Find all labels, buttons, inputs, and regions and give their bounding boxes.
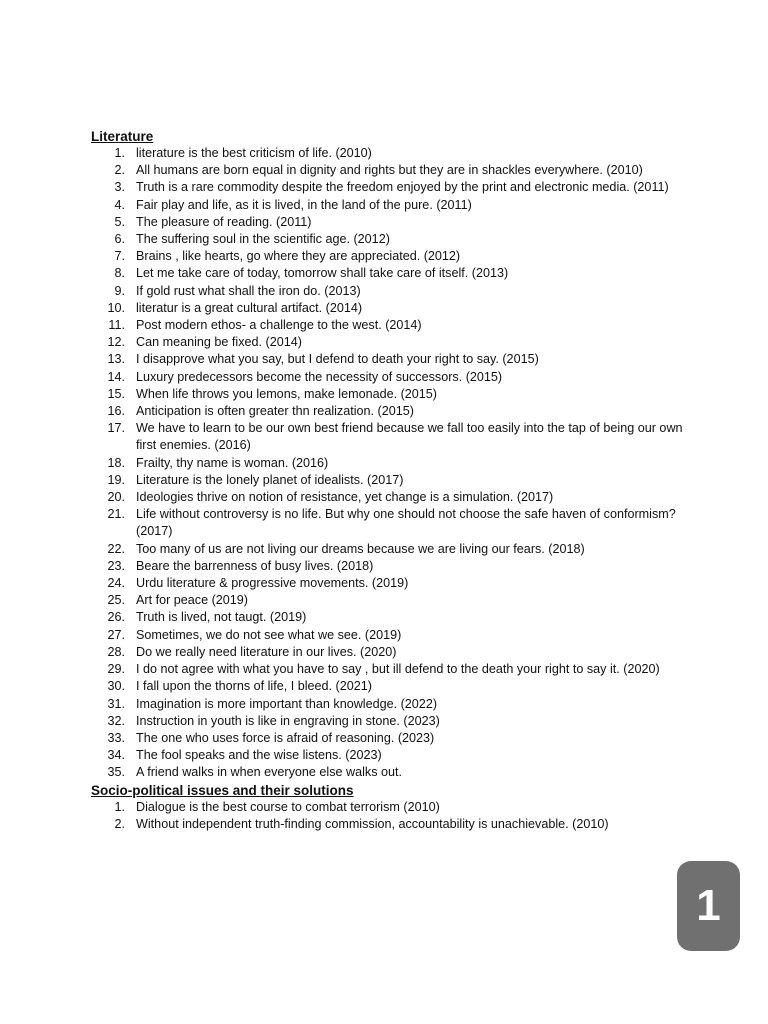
item-text: Ideologies thrive on notion of resistance, yet change is a simulation. (2017) [136, 490, 554, 505]
item-number: 12. [107, 335, 125, 350]
list-item [91, 713, 691, 730]
item-text: Luxury predecessors become the necessity of successors. (2015) [136, 369, 503, 384]
item-text: A friend walks in when everyone else walks out. [136, 765, 403, 780]
section-title: Socio-political issues and their solutions [91, 782, 354, 798]
item-text: Literature is the lonely planet of idealists. (2017) [136, 472, 404, 487]
section-socio-political [91, 782, 691, 833]
list-item [91, 661, 691, 678]
item-number: 1. [114, 799, 125, 814]
item-number: 20. [107, 490, 125, 505]
list-item [91, 145, 691, 162]
item-number: 4. [114, 197, 125, 212]
item-text: Post modern ethos- a challenge to the west. (2014) [136, 318, 422, 333]
list-item [91, 179, 691, 196]
list-item [91, 592, 691, 609]
item-text: Sometimes, we do not see what we see. (2019) [136, 627, 402, 642]
item-number: 24. [107, 576, 125, 591]
list-item [91, 644, 691, 661]
item-text: Urdu literature & progressive movements. (2019) [136, 576, 409, 591]
list-item [91, 334, 691, 351]
list-item [91, 764, 691, 781]
item-text: Can meaning be fixed. (2014) [136, 335, 302, 350]
item-number: 7. [114, 249, 125, 264]
item-text: Beare the barrenness of busy lives. (2018) [136, 558, 374, 573]
list-item [91, 317, 691, 334]
item-text: We have to learn to be our own best friend because we fall too easily into the tap of being our own first enemies. (2016) [136, 421, 683, 453]
list-item [91, 162, 691, 179]
list-item [91, 506, 691, 540]
item-number: 32. [107, 713, 125, 728]
item-text: Art for peace (2019) [136, 593, 249, 608]
list-item [91, 472, 691, 489]
item-number: 30. [107, 679, 125, 694]
item-number: 17. [107, 421, 125, 436]
item-number: 26. [107, 610, 125, 625]
list-item [91, 351, 691, 368]
item-number: 35. [107, 765, 125, 780]
item-number: 21. [107, 507, 125, 522]
item-text: I do not agree with what you have to say , but ill defend to the death your right to say it. (2020) [136, 662, 660, 677]
item-text: Truth is a rare commodity despite the freedom enjoyed by the print and electronic media. (2011) [136, 180, 669, 195]
list-item [91, 678, 691, 695]
item-text: Do we really need literature in our lives. (2020) [136, 644, 397, 659]
item-number: 9. [114, 283, 125, 298]
item-text: Let me take care of today, tomorrow shall take care of itself. (2013) [136, 266, 509, 281]
item-number: 33. [107, 730, 125, 745]
list-item [91, 575, 691, 592]
list-item [91, 369, 691, 386]
item-text: Without independent truth-finding commission, accountability is unachievable. (2010) [136, 816, 609, 831]
item-text: Frailty, thy name is woman. (2016) [136, 455, 329, 470]
item-text: The suffering soul in the scientific age. (2012) [136, 232, 390, 247]
list-item [91, 696, 691, 713]
list-item [91, 816, 691, 833]
item-number: 29. [107, 662, 125, 677]
item-text: Anticipation is often greater thn realization. (2015) [136, 404, 414, 419]
item-number: 6. [114, 232, 125, 247]
list-item [91, 197, 691, 214]
item-text: Imagination is more important than knowledge. (2022) [136, 696, 438, 711]
item-number: 2. [114, 816, 125, 831]
item-text: Brains , like hearts, go where they are appreciated. (2012) [136, 249, 461, 264]
item-text: Too many of us are not living our dreams because we are living our fears. (2018) [136, 541, 585, 556]
item-number: 27. [107, 627, 125, 642]
list-item [91, 300, 691, 317]
item-text: The one who uses force is afraid of reasoning. (2023) [136, 730, 435, 745]
item-number: 23. [107, 558, 125, 573]
item-number: 16. [107, 404, 125, 419]
item-number: 34. [107, 748, 125, 763]
list-item [91, 265, 691, 282]
list-item [91, 403, 691, 420]
item-number: 11. [108, 318, 125, 333]
item-text: literature is the best criticism of life. (2010) [136, 146, 372, 160]
item-number: 22. [107, 541, 125, 556]
item-number: 25. [107, 593, 125, 608]
page-number-badge: 1 [677, 861, 740, 951]
list-item [91, 627, 691, 644]
item-text: The pleasure of reading. (2011) [136, 214, 312, 229]
list-item [91, 248, 691, 265]
item-text: Fair play and life, as it is lived, in the land of the pure. (2011) [136, 197, 472, 212]
item-text: If gold rust what shall the iron do. (2013) [136, 283, 361, 298]
section-literature [91, 128, 691, 782]
item-text: When life throws you lemons, make lemonade. (2015) [136, 386, 437, 401]
list-item [91, 747, 691, 764]
literature-list [91, 145, 691, 782]
item-text: Dialogue is the best course to combat terrorism (2010) [136, 799, 440, 814]
item-text: All humans are born equal in dignity and rights but they are in shackles everywhere. (2010) [136, 163, 643, 178]
list-item [91, 489, 691, 506]
item-number: 3. [114, 180, 125, 195]
socio-political-list [91, 799, 691, 833]
list-item [91, 214, 691, 231]
item-number: 2. [114, 163, 125, 178]
item-number: 19. [107, 472, 125, 487]
item-number: 10. [107, 300, 125, 315]
list-item [91, 609, 691, 626]
item-number: 1. [114, 146, 125, 160]
list-item [91, 541, 691, 558]
item-number: 14. [107, 369, 125, 384]
item-number: 31. [107, 696, 125, 711]
list-item [91, 730, 691, 747]
item-text: literatur is a great cultural artifact. (2014) [136, 300, 363, 315]
section-title: Literature [91, 129, 154, 144]
list-item [91, 799, 691, 816]
list-item [91, 283, 691, 300]
item-text: I fall upon the thorns of life, I bleed. (2021) [136, 679, 372, 694]
item-text: Instruction in youth is like in engraving in stone. (2023) [136, 713, 440, 728]
item-number: 13. [107, 352, 125, 367]
item-number: 8. [114, 266, 125, 281]
list-item [91, 231, 691, 248]
item-number: 28. [107, 644, 125, 659]
list-item [91, 386, 691, 403]
item-text: Life without controversy is no life. But why one should not choose the safe haven of conformism? (2017) [136, 507, 676, 539]
item-text: Truth is lived, not taugt. (2019) [136, 610, 307, 625]
item-text: I disapprove what you say, but I defend to death your right to say. (2015) [136, 352, 539, 367]
list-item [91, 455, 691, 472]
document-body [91, 128, 691, 833]
item-number: 18. [107, 455, 125, 470]
item-number: 15. [107, 386, 125, 401]
item-number: 5. [114, 214, 125, 229]
item-text: The fool speaks and the wise listens. (2023) [136, 748, 382, 763]
list-item [91, 558, 691, 575]
list-item [91, 420, 691, 454]
